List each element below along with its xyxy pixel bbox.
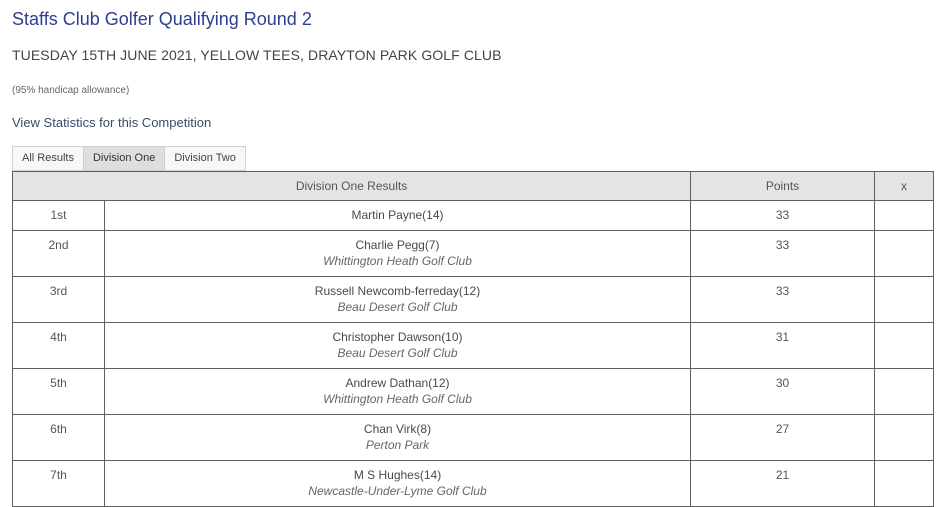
position-cell: 7th (13, 461, 105, 507)
competition-subtitle: TUESDAY 15TH JUNE 2021, YELLOW TEES, DRAYTON PARK GOLF CLUB (12, 47, 502, 63)
player-handicap: (10) (441, 330, 463, 344)
player-name: Andrew Dathan (345, 376, 429, 390)
points-cell: 31 (691, 323, 875, 369)
player-name: Christopher Dawson (332, 330, 442, 344)
player-handicap: (14) (419, 468, 442, 482)
table-row[interactable] (13, 461, 934, 507)
player-name: Chan Virk (363, 422, 417, 436)
position-cell: 3rd (13, 277, 105, 323)
page-title: Staffs Club Golfer Qualifying Round 2 (12, 9, 312, 29)
player-name: M S Hughes (353, 468, 420, 482)
position-cell: 1st (13, 201, 105, 231)
position-cell: 4th (13, 323, 105, 369)
position-cell: 2nd (13, 231, 105, 277)
points-cell: 21 (691, 461, 875, 507)
points-cell: 33 (691, 231, 875, 277)
x-cell (875, 231, 934, 277)
table-row[interactable] (13, 323, 934, 369)
player-club: Beau Desert Golf Club (337, 300, 458, 314)
tab-all-results[interactable]: All Results (12, 146, 84, 171)
player-club: Whittington Heath Golf Club (323, 254, 472, 268)
player-handicap: (8) (416, 422, 432, 436)
x-cell (875, 323, 934, 369)
table-row[interactable] (13, 415, 934, 461)
points-cell: 33 (691, 277, 875, 323)
points-cell: 33 (691, 201, 875, 231)
x-cell (875, 201, 934, 231)
player-club: Perton Park (365, 438, 430, 452)
view-statistics-link[interactable]: View Statistics for this Competition (12, 115, 212, 130)
results-column-header: Division One Results (13, 172, 691, 201)
player-handicap: (12) (458, 284, 481, 298)
player-club: Whittington Heath Golf Club (323, 392, 472, 406)
x-cell (875, 369, 934, 415)
position-cell: 5th (13, 369, 105, 415)
results-header-row (13, 172, 934, 201)
points-column-header: Points (691, 172, 875, 201)
player-cell (105, 461, 691, 507)
table-row[interactable] (13, 277, 934, 323)
division-tabs (12, 146, 245, 171)
table-row[interactable] (13, 369, 934, 415)
player-cell (105, 277, 691, 323)
x-cell (875, 415, 934, 461)
x-cell (875, 277, 934, 323)
table-row[interactable] (13, 201, 934, 231)
player-name: Russell Newcomb-ferreday (314, 284, 459, 298)
player-club: Beau Desert Golf Club (337, 346, 458, 360)
player-name: Martin Payne (351, 208, 423, 222)
player-cell (105, 231, 691, 277)
position-cell: 6th (13, 415, 105, 461)
player-cell (105, 201, 691, 231)
points-cell: 27 (691, 415, 875, 461)
player-club: Newcastle-Under-Lyme Golf Club (308, 484, 487, 498)
x-cell (875, 461, 934, 507)
results-table (12, 171, 934, 507)
player-handicap: (14) (422, 208, 444, 222)
player-name: Charlie Pegg (355, 238, 425, 252)
player-cell (105, 323, 691, 369)
points-cell: 30 (691, 369, 875, 415)
x-column-header: x (875, 172, 934, 201)
player-cell (105, 415, 691, 461)
table-row[interactable] (13, 231, 934, 277)
player-cell (105, 369, 691, 415)
player-handicap: (12) (428, 376, 450, 390)
player-handicap: (7) (424, 238, 440, 252)
handicap-allowance-note: (95% handicap allowance) (12, 85, 130, 96)
tab-division-two[interactable]: Division Two (164, 146, 246, 171)
tab-division-one[interactable]: Division One (83, 146, 165, 171)
